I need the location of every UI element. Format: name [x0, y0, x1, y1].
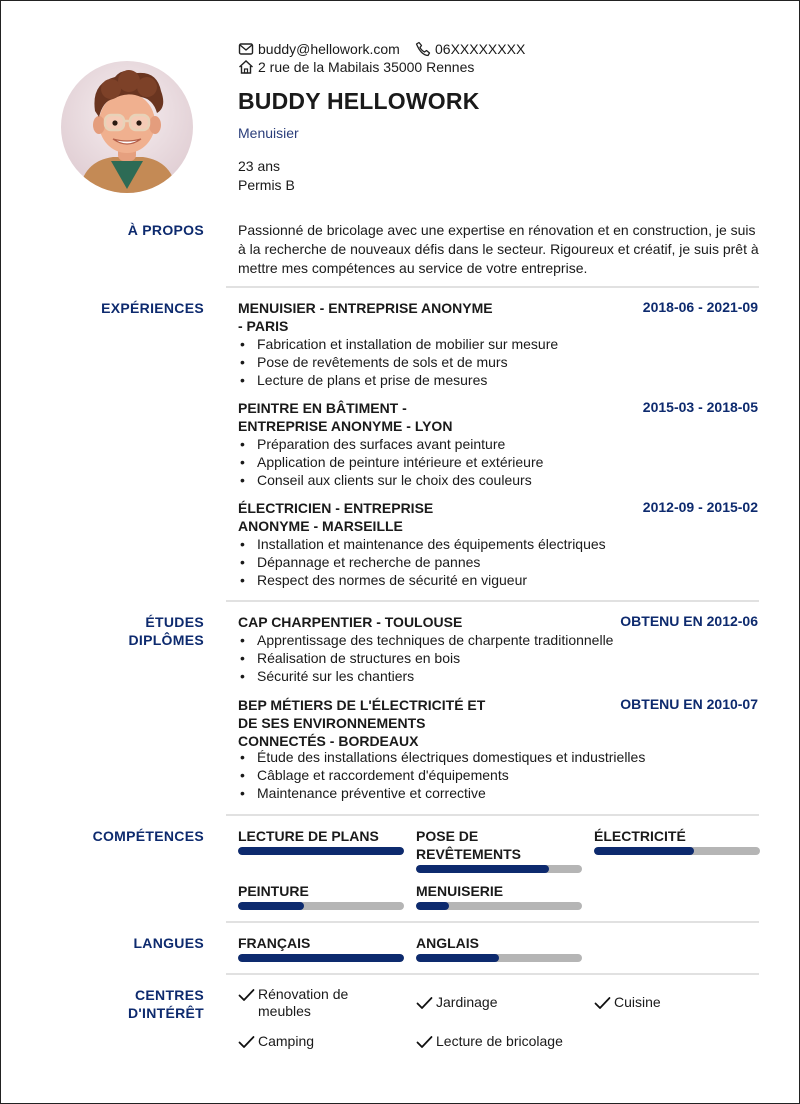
candidate-name: BUDDY HELLOWORK	[238, 88, 480, 114]
check-icon	[238, 1035, 255, 1049]
education-title: CAP CHARPENTIER - TOULOUSE	[238, 614, 463, 630]
skill-bar-fill	[416, 865, 549, 873]
skill-name: MENUISERIE	[416, 883, 504, 899]
phone-text: 06XXXXXXXX	[435, 41, 526, 57]
skill-bar	[416, 902, 582, 910]
phone-icon	[415, 41, 431, 57]
divider	[226, 286, 759, 288]
section-label-education: ÉTUDES DIPLÔMES	[128, 614, 204, 648]
interest-label: Cuisine	[614, 994, 661, 1010]
list-item: • Étude des installations électriques domestiques et industrielles	[238, 748, 645, 766]
experience-bullets	[238, 335, 558, 389]
language-name: ANGLAIS	[416, 935, 479, 951]
list-item: • Maintenance préventive et corrective	[238, 784, 645, 802]
divider	[226, 600, 759, 602]
section-label-skills: COMPÉTENCES	[92, 828, 204, 844]
check-icon	[416, 1035, 433, 1049]
section-label-interests: CENTRES D'INTÉRÊT	[127, 987, 204, 1021]
experience-dates: 2018-06 - 2021-09	[642, 299, 758, 315]
education-bullets	[238, 748, 645, 802]
section-label-experiences: EXPÉRIENCES	[101, 300, 204, 316]
language-bar	[416, 954, 582, 962]
education-bullets	[238, 631, 613, 685]
experience-bullets	[238, 535, 606, 589]
divider	[226, 973, 759, 975]
skill-item	[594, 827, 760, 855]
job-title: Menuisier	[238, 125, 299, 141]
experience-bullets	[238, 435, 543, 489]
language-item	[238, 934, 404, 962]
list-item: • Application de peinture intérieure et extérieure	[238, 453, 543, 471]
language-bar	[238, 954, 404, 962]
skill-bar	[594, 847, 760, 855]
list-item: • Fabrication et installation de mobilier sur mesure	[238, 335, 558, 353]
list-item: • Réalisation de structures en bois	[238, 649, 613, 667]
email-contact	[238, 41, 400, 57]
experience-dates: 2012-09 - 2015-02	[642, 499, 758, 515]
list-item: • Sécurité sur les chantiers	[238, 667, 613, 685]
skill-bar	[416, 865, 582, 873]
interest-item	[416, 1033, 563, 1050]
language-bar-fill	[416, 954, 499, 962]
list-item: • Dépannage et recherche de pannes	[238, 553, 606, 571]
skill-bar	[238, 902, 404, 910]
experience-title: ÉLECTRICIEN - ENTREPRISE ANONYME - MARSEILLE	[238, 500, 434, 534]
section-label-languages: LANGUES	[133, 935, 204, 951]
education-date: OBTENU EN 2012-06	[620, 613, 758, 629]
driving-license: Permis B	[238, 177, 295, 193]
interest-label: Camping	[258, 1033, 315, 1049]
skill-bar-fill	[594, 847, 694, 855]
phone-contact	[415, 41, 525, 57]
age: 23 ans	[238, 158, 281, 174]
divider	[226, 814, 759, 816]
interest-label: Rénovation de meubles	[258, 986, 349, 1019]
email-text: buddy@hellowork.com	[258, 41, 400, 57]
skill-item	[416, 827, 582, 873]
skill-bar-fill	[238, 902, 304, 910]
experience-dates: 2015-03 - 2018-05	[642, 399, 758, 415]
avatar	[61, 61, 193, 193]
interest-label: Jardinage	[436, 994, 498, 1010]
list-item: • Installation et maintenance des équipements électriques	[238, 535, 606, 553]
check-icon	[416, 996, 433, 1010]
list-item: • Pose de revêtements de sols et de murs	[238, 353, 558, 371]
divider	[226, 921, 759, 923]
address-text: 2 rue de la Mabilais 35000 Rennes	[258, 59, 475, 75]
interest-item	[238, 986, 348, 1020]
address-contact	[238, 59, 474, 75]
skill-item	[238, 827, 404, 855]
education-title: BEP MÉTIERS DE L'ÉLECTRICITÉ ET DE SES ENVIRONNEMENTS CONNECTÉS - BORDEAUX	[238, 697, 486, 749]
interest-item	[594, 994, 661, 1011]
check-icon	[238, 988, 255, 1002]
list-item: • Apprentissage des techniques de charpente traditionnelle	[238, 631, 613, 649]
skill-name: PEINTURE	[238, 883, 309, 899]
language-bar-fill	[238, 954, 404, 962]
check-icon	[594, 996, 611, 1010]
language-item	[416, 934, 582, 962]
list-item: • Conseil aux clients sur le choix des couleurs	[238, 471, 543, 489]
education-date: OBTENU EN 2010-07	[620, 696, 758, 712]
list-item: • Préparation des surfaces avant peinture	[238, 435, 543, 453]
skill-bar-fill	[416, 902, 449, 910]
skill-name: ÉLECTRICITÉ	[594, 828, 686, 844]
envelope-icon	[238, 41, 254, 57]
skill-bar	[238, 847, 404, 855]
interest-item	[238, 1033, 314, 1050]
skill-name: POSE DE REVÊTEMENTS	[416, 828, 522, 862]
list-item: • Lecture de plans et prise de mesures	[238, 371, 558, 389]
experience-title: PEINTRE EN BÂTIMENT - ENTREPRISE ANONYME - LYON	[238, 400, 453, 434]
skill-item	[238, 882, 404, 910]
skill-item	[416, 882, 582, 910]
interest-label: Lecture de bricolage	[436, 1033, 563, 1049]
interest-item	[416, 994, 498, 1011]
language-name: FRANÇAIS	[238, 935, 311, 951]
skill-name: LECTURE DE PLANS	[238, 828, 379, 844]
experience-title: MENUISIER - ENTREPRISE ANONYME - PARIS	[238, 300, 493, 334]
list-item: • Câblage et raccordement d'équipements	[238, 766, 645, 784]
about-text: Passionné de bricolage avec une expertise en rénovation et en construction, je suis à la recherche de nouveaux défis dans le secteur. Rigoureux et créatif, je suis prêt à mettre mes compétences au service de votre entreprise.	[238, 222, 759, 276]
skill-bar-fill	[238, 847, 404, 855]
home-icon	[238, 59, 254, 75]
section-label-about: À PROPOS	[127, 222, 204, 238]
list-item: • Respect des normes de sécurité en vigueur	[238, 571, 606, 589]
